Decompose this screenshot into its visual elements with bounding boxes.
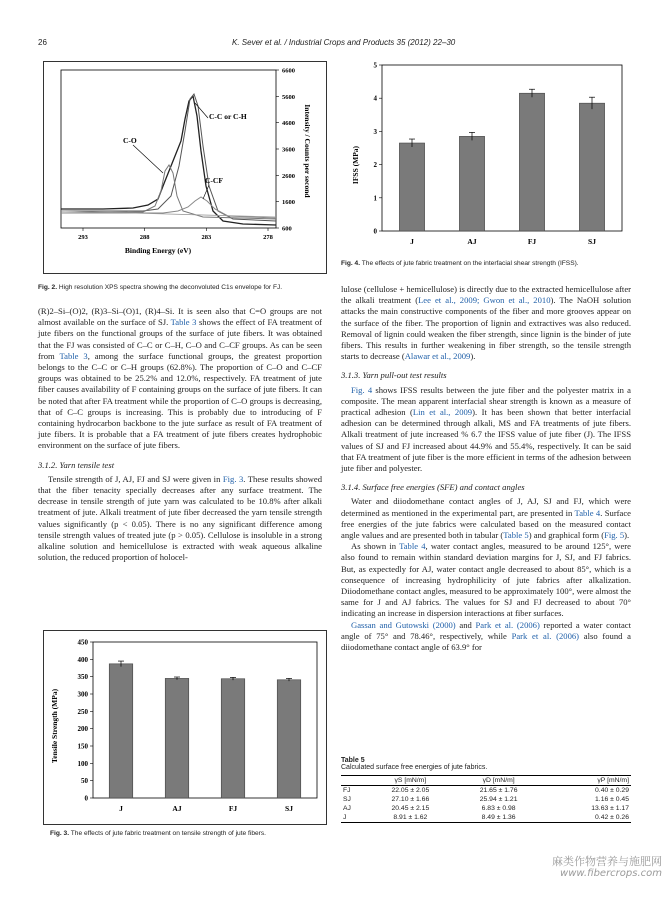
fig2-xtick-label: 293 xyxy=(78,234,88,241)
para-tensile-a: Tensile strength of J, AJ, FJ and SJ were given in xyxy=(48,473,221,484)
fig3-category-label: AJ xyxy=(172,804,182,813)
para-contact-a: As shown in xyxy=(351,541,397,552)
table5-header xyxy=(341,776,366,786)
fig4-bar xyxy=(519,93,544,231)
fig4-ytick-label: 3 xyxy=(373,127,377,136)
fig4-caption xyxy=(341,259,631,268)
watermark-url: www.fibercrops.com xyxy=(560,868,662,879)
table5-cell: 1.16 ± 0.45 xyxy=(595,796,629,803)
fig2-caption xyxy=(38,283,328,292)
table5-header: γD [mN/m] xyxy=(482,777,515,784)
para-sfe-a: Water and diiodomethane contact angles of J, AJ, SJ and FJ, which were determined as mentioned in the experimental part, are presented in xyxy=(341,496,631,518)
ref-table4-2[interactable]: Table 4 xyxy=(399,541,426,552)
fig2-ytick-label: 4600 xyxy=(282,120,295,128)
table5-cell: 13.63 ± 1.17 xyxy=(591,805,629,812)
para-lit-c: also found a diiodomethane contact angle of 63.9° for xyxy=(341,630,631,653)
fig4-bar xyxy=(459,136,484,231)
fig2-xlabel: Binding Energy (eV) xyxy=(124,246,192,255)
fig3-bar xyxy=(165,678,189,798)
table5-cell: 25.94 ± 1.21 xyxy=(479,796,518,803)
table5-row xyxy=(341,795,631,804)
para-alkali-a: lulose (cellulose + hemicellulose) is directly due to the extracted hemicellulose after the alkali treatment ( xyxy=(341,284,631,306)
table5-row xyxy=(341,813,631,823)
ref-fig4[interactable]: Fig. 4 xyxy=(351,384,373,395)
table5-header: γP [mN/m] xyxy=(597,777,629,784)
table5-header: γS [mN/m] xyxy=(394,777,427,784)
para-xps-a: (R)2–Si–(O)2, (R)3–Si–(O)1, (R)4–Si. It is seen also that C=O groups are not almost available on the surface of SJ. xyxy=(38,306,322,328)
para-tensile-b: . These results showed that the fiber tenacity specially decreases after any surface treatment. The decrease in tensile strength of jute yarn was calculated to be 10.8% after alkali treatment of jute. Alkali treatment of jute fiber decreased the yarn tensile strength values significantly (p < 0.05). There is no any significant difference among tensile strength values of treated jute (p > 0.05). Cellulose is insoluble in a strong alkaline solution and hemicellulose is extracted with weak aqueous alkaline solution, the reduced proportion of holocel- xyxy=(38,473,322,563)
ref-park[interactable]: Park et al. (2006) xyxy=(475,619,540,630)
ref-lin[interactable]: Lin et al., 2009 xyxy=(412,407,473,418)
ref-gassan[interactable]: Gassan and Gutowski (2000) xyxy=(351,619,456,630)
section-312-heading: 3.1.2. Yarn tensile test xyxy=(38,459,115,470)
fig3-bar xyxy=(109,664,133,798)
fig4-category-label: AJ xyxy=(467,237,477,246)
fig4-bar xyxy=(579,103,604,231)
fig2-xtick-label: 278 xyxy=(263,234,273,241)
fig3-category-label: FJ xyxy=(228,804,238,813)
ref-table4[interactable]: Table 4 xyxy=(574,507,601,518)
fig3-caption-label: Fig. 3. xyxy=(50,830,70,837)
ref-table3-2[interactable]: Table 3 xyxy=(59,350,88,361)
ref-alawar[interactable]: Alawar et al., 2009 xyxy=(404,351,471,362)
fig3-ytick-label: 400 xyxy=(77,655,88,664)
fig2-label-cc: C-C or C-H xyxy=(209,112,247,121)
table5-cell: J xyxy=(343,814,347,821)
left-column xyxy=(38,306,322,563)
right-column xyxy=(341,284,631,653)
fig3-ylabel: Tensile Strength (MPa) xyxy=(50,688,59,764)
fig3-ytick-label: 200 xyxy=(77,725,88,734)
fig4-ytick-label: 2 xyxy=(373,161,377,170)
fig4-ytick-label: 4 xyxy=(373,94,377,103)
fig2-ytick-label: 6600 xyxy=(282,67,295,75)
table5-cell: AJ xyxy=(343,805,351,812)
fig3-ytick-label: 100 xyxy=(77,759,88,768)
fig3-category-label: J xyxy=(119,804,123,813)
ref-table3[interactable]: Table 3 xyxy=(170,317,197,328)
para-sfe-b: . Surface free energies of the jute fabrics were calculated based on the measured contact angle values and are presented both in tabular ( xyxy=(341,507,631,541)
fig3-ytick-label: 250 xyxy=(77,707,88,716)
para-lit-a: and xyxy=(459,619,472,630)
fig3-ytick-label: 0 xyxy=(84,794,88,803)
watermark-cn: 麻类作物营养与施肥网 xyxy=(552,855,662,868)
table5-cell: 0.40 ± 0.29 xyxy=(595,787,629,794)
fig4-ytick-label: 0 xyxy=(373,227,377,236)
fig2-ytick-label: 1600 xyxy=(282,199,295,207)
ref-lee-gwon[interactable]: Lee et al., 2009; Gwon et al., 2010 xyxy=(418,295,551,306)
table5-cell: FJ xyxy=(343,787,351,794)
fig3-ytick-label: 50 xyxy=(81,777,88,786)
fig2-xtick-label: 288 xyxy=(139,234,150,241)
fig2-xtick-label: 283 xyxy=(201,234,212,241)
fig4-ifss-chart xyxy=(346,55,634,255)
para-ifss-b: ). It has been shown that better interfacial adhesion can be determined through alkali, MS and FA treatments of jute fibers. Alkali treatment of jute increased % 6.7 the IFSS value of jute fiber (J). The IFSS values of SJ and FJ increased about 44.9% and 55.4%, respectively. It can be said that FA treatment of jute fiber is the more efficient in terms of the adhesion between jute fiber and polyester. xyxy=(341,407,631,474)
fig4-ytick-label: 1 xyxy=(373,194,377,203)
fig2-ytick-label: 2600 xyxy=(282,172,295,180)
table5-cell: 8.91 ± 1.62 xyxy=(393,814,428,821)
fig3-ytick-label: 350 xyxy=(77,673,88,682)
table5-cell: SJ xyxy=(343,796,351,803)
fig3-ytick-label: 150 xyxy=(77,742,88,751)
para-lit-b: reported a water contact angle of 75° and 78.46°, respectively, while xyxy=(341,619,631,641)
table5-caption: Calculated surface free energies of jute fabrics. xyxy=(341,764,488,771)
fig4-ytick-label: 5 xyxy=(373,61,377,70)
table5-title: Table 5 xyxy=(341,757,365,764)
table5-cell: 20.45 ± 2.15 xyxy=(391,805,430,812)
fig4-category-label: SJ xyxy=(588,237,596,246)
fig2-ylabel: Intensity / Counts per second xyxy=(303,104,312,198)
para-ifss-a: shows IFSS results between the jute fiber and the polyester matrix in a composite. The mean apparent interfacial shear strength is known as a measure of practical adhesion ( xyxy=(341,384,632,418)
table5-cell: 21.65 ± 1.76 xyxy=(479,787,518,794)
fig4-category-label: FJ xyxy=(527,237,537,246)
table5-cell: 6.83 ± 0.98 xyxy=(481,805,516,812)
fig3-caption xyxy=(50,829,330,838)
ref-park-2[interactable]: Park et al. (2006) xyxy=(511,630,580,641)
section-314-heading: 3.1.4. Surface free energies (SFE) and contact angles xyxy=(341,482,525,493)
fig2-ytick-label: 5600 xyxy=(282,93,295,101)
fig4-category-label: J xyxy=(410,237,414,246)
ref-fig5[interactable]: Fig. 5 xyxy=(604,530,625,541)
page-number: 26 xyxy=(38,38,47,47)
table5-cell: 22.05 ± 2.05 xyxy=(391,787,430,794)
para-xps-b: shows the effect of FA treatment of jute fibers on the functional groups of the surface of jute fibers. It was obtained that the FJ was consisted of C–C or C–H, C–O and C–CF groups. As can be seen from xyxy=(38,317,322,361)
table5-cell: 27.10 ± 1.66 xyxy=(391,796,430,803)
para-sfe-d: ). xyxy=(624,530,630,541)
fig2-caption-label: Fig. 2. xyxy=(38,284,58,291)
fig2-caption-text: High resolution XPS spectra showing the deconvoluted C1s envelope for FJ. xyxy=(58,284,283,291)
fig3-caption-text: The effects of jute fabric treatment on tensile strength of jute fibers. xyxy=(70,830,267,837)
table5-block xyxy=(341,757,631,823)
table5-row xyxy=(341,804,631,813)
ref-table5[interactable]: Table 5 xyxy=(503,530,529,541)
para-contact-b: , water contact angles, measured to be around 125°, were also found to remain within standard deviation margins for J, SJ, and FJ fabrics. But, as expectedly for AJ, water contact angle decreased to about 85°, which is a consequence of increasing hydrophilicity of jute fabrics after alkalization. Diiodomethane contact angles, measured to be approximately 100°, were almost the same for J and AJ fabrics. The values for SJ and FJ decreased to about 70° indicating an increase in dispersion interactions at fiber surfaces. xyxy=(341,541,631,619)
fig3-ytick-label: 450 xyxy=(77,638,88,647)
para-alkali-c: ). xyxy=(470,351,476,362)
table5-cell: 8.49 ± 1.36 xyxy=(481,814,516,821)
para-sfe-c: ) and graphical form ( xyxy=(528,530,605,541)
fig3-bar xyxy=(221,679,245,798)
table5 xyxy=(341,775,631,823)
fig2-xps-chart xyxy=(43,61,327,274)
fig2-ytick-label: 600 xyxy=(282,225,292,233)
fig3-bar xyxy=(277,680,301,798)
fig4-caption-text: The effects of jute fabric treatment on the interfacial shear strength (IFSS). xyxy=(361,260,579,267)
fig3-tensile-chart xyxy=(43,630,327,825)
ref-fig3[interactable]: Fig. 3 xyxy=(222,473,244,484)
fig4-caption-label: Fig. 4. xyxy=(341,260,361,267)
fig2-label-co: C-O xyxy=(123,136,137,145)
table5-cell: 0.42 ± 0.26 xyxy=(595,814,629,821)
para-alkali-b: ). The NaOH solution attacks the main constructive components of the fiber and more grooves appear on the surface of the fiber. The proportion of lignin and extractives was also reduced. Removal of lignin could weaken the fiber strength, since lignin is the binder of jute fibers. This results in further weakening in fiber strength, so the tensile strength starts to decrease ( xyxy=(341,295,632,362)
fig4-ylabel: IFSS (MPa) xyxy=(351,145,360,185)
fig2-label-ccf: C-CF xyxy=(205,176,223,185)
running-title: K. Sever et al. / Industrial Crops and Products 35 (2012) 22–30 xyxy=(232,38,456,47)
para-xps-c: , among the surface functional groups, the greatest proportion belongs to the C–C or C–H groups (62.8%). The proportion of C–O and C–CF groups was obtained to be 25.2% and 12.0%, respectively. FA treatment of jute fiber causes availability of F containing groups on the surface of jute fibers. It can be noted that after FA treatment while the proportion of C–O groups is decreasing, that of C–C groups is increasing. This is probably due to introducing of F containing hydrocarbon backbone to the jute surface as result of FA treatment of jute fibers. It is probable that a FA treatment of jute fibers creates hydrophobic environment on the surface of jute fibers. xyxy=(38,350,322,451)
table5-row xyxy=(341,786,631,796)
fig2-ytick-label: 3600 xyxy=(282,146,295,154)
fig3-category-label: SJ xyxy=(285,804,293,813)
fig4-bar xyxy=(399,143,424,231)
section-313-heading: 3.1.3. Yarn pull-out test results xyxy=(341,370,447,381)
fig3-ytick-label: 300 xyxy=(77,690,88,699)
